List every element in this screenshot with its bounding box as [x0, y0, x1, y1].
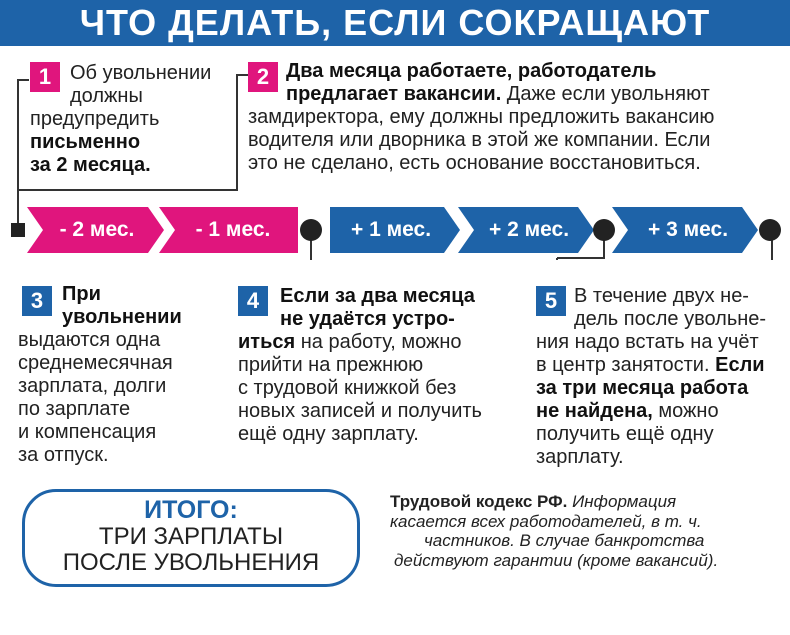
- step-3-line: среднемесячная: [18, 352, 173, 374]
- timeline-start-marker: [11, 223, 25, 237]
- step-2-line: Даже если увольняют: [501, 83, 710, 105]
- step-2-bold-line: Два месяца работаете, работодатель: [286, 60, 657, 82]
- note-line: частников. В случае банкротства: [424, 531, 705, 550]
- step-5-line: В течение двух не-: [574, 285, 749, 307]
- note-line: Информация: [567, 492, 677, 511]
- step-5-line: в центр занятости.: [536, 354, 710, 376]
- step-4-bold-line: Если за два месяца: [280, 285, 475, 307]
- step-1-line: Об увольнении: [70, 62, 212, 84]
- page-title: ЧТО ДЕЛАТЬ, ЕСЛИ СОКРАЩАЮТ: [0, 0, 790, 46]
- step-5-line: ния надо встать на учёт: [536, 331, 759, 353]
- step-2-bold-line: предлагает вакансии.: [286, 83, 502, 105]
- legal-note: [390, 492, 718, 570]
- step-5-line: дель после увольне-: [574, 308, 767, 330]
- step-3-line: по зарплате: [18, 398, 131, 420]
- step-5-line: можно: [652, 400, 719, 422]
- step-4-line: прийти на прежнюю: [238, 354, 424, 376]
- step-2-number: 2: [248, 62, 278, 92]
- step-3-line: выдаются одна: [18, 329, 161, 351]
- step-3-bold-line: При: [62, 283, 101, 305]
- timeline-dot-1: [300, 219, 322, 241]
- step-3-line: зарплата, долги: [18, 375, 167, 397]
- summary-title: ИТОГО:: [144, 496, 238, 524]
- summary-box: [22, 489, 360, 587]
- step-1-line: должны: [70, 85, 143, 107]
- connector-step-4: [252, 258, 557, 260]
- step-2-line: водителя или дворника в этой же компании. Если: [248, 129, 711, 151]
- note-bold: Трудовой кодекс РФ.: [390, 492, 568, 511]
- step-4-bold-line: иться: [238, 331, 296, 353]
- step-4-text: [238, 285, 482, 446]
- timeline-dot-3: [759, 219, 781, 241]
- step-4-line: ещё одну зарплату.: [238, 423, 419, 445]
- step-3-line: и компенсация: [18, 421, 157, 443]
- step-2-line: замдиректора, ему должны предложить вакансию: [248, 106, 715, 128]
- step-5-line: получить ещё одну: [536, 423, 714, 445]
- arrow-label-minus-1: - 1 мес.: [195, 218, 271, 241]
- arrow-label-minus-2: - 2 мес.: [59, 218, 135, 241]
- summary-line: ТРИ ЗАРПЛАТЫ: [98, 523, 284, 550]
- step-3-bold-line: увольнении: [62, 306, 182, 328]
- step-1-number: 1: [30, 62, 60, 92]
- step-5-bold-line: не найдена,: [536, 400, 653, 422]
- step-5-bold-line: за три месяца работа: [536, 377, 749, 399]
- step-4-line: с трудовой книжкой без: [238, 377, 457, 399]
- step-5-line: зарплату.: [536, 446, 624, 468]
- step-3-number: 3: [22, 286, 52, 316]
- step-3-line: за отпуск.: [18, 444, 109, 466]
- timeline-dot-2: [593, 219, 615, 241]
- arrow-label-plus-3: + 3 мес.: [647, 218, 729, 241]
- summary-line: ПОСЛЕ УВОЛЬНЕНИЯ: [62, 549, 320, 576]
- step-1-bold-line: письменно: [30, 131, 141, 153]
- note-line: действуют гарантии (кроме вакансий).: [394, 550, 719, 570]
- step-5-number: 5: [536, 286, 566, 316]
- step-4-line: на работу, можно: [295, 331, 462, 353]
- step-5-text: [536, 285, 766, 469]
- step-4-number: 4: [238, 286, 268, 316]
- step-5-bold-inline: Если: [709, 354, 765, 376]
- step-1-line: предупредить: [30, 108, 160, 130]
- arrow-label-plus-2: + 2 мес.: [488, 218, 570, 241]
- note-line: касается всех работодателей, в т. ч.: [390, 511, 702, 531]
- step-2-line: это не сделано, есть основание восстановиться.: [248, 152, 701, 174]
- step-1-text: [30, 62, 211, 177]
- step-2-text: [248, 60, 714, 175]
- step-4-line: новых записей и получить: [238, 400, 482, 422]
- step-4-bold-line: не удаётся устро-: [280, 308, 455, 330]
- step-3-text: [18, 283, 182, 467]
- step-1-bold-line: за 2 месяца.: [30, 154, 151, 176]
- arrow-label-plus-1: + 1 мес.: [350, 218, 432, 241]
